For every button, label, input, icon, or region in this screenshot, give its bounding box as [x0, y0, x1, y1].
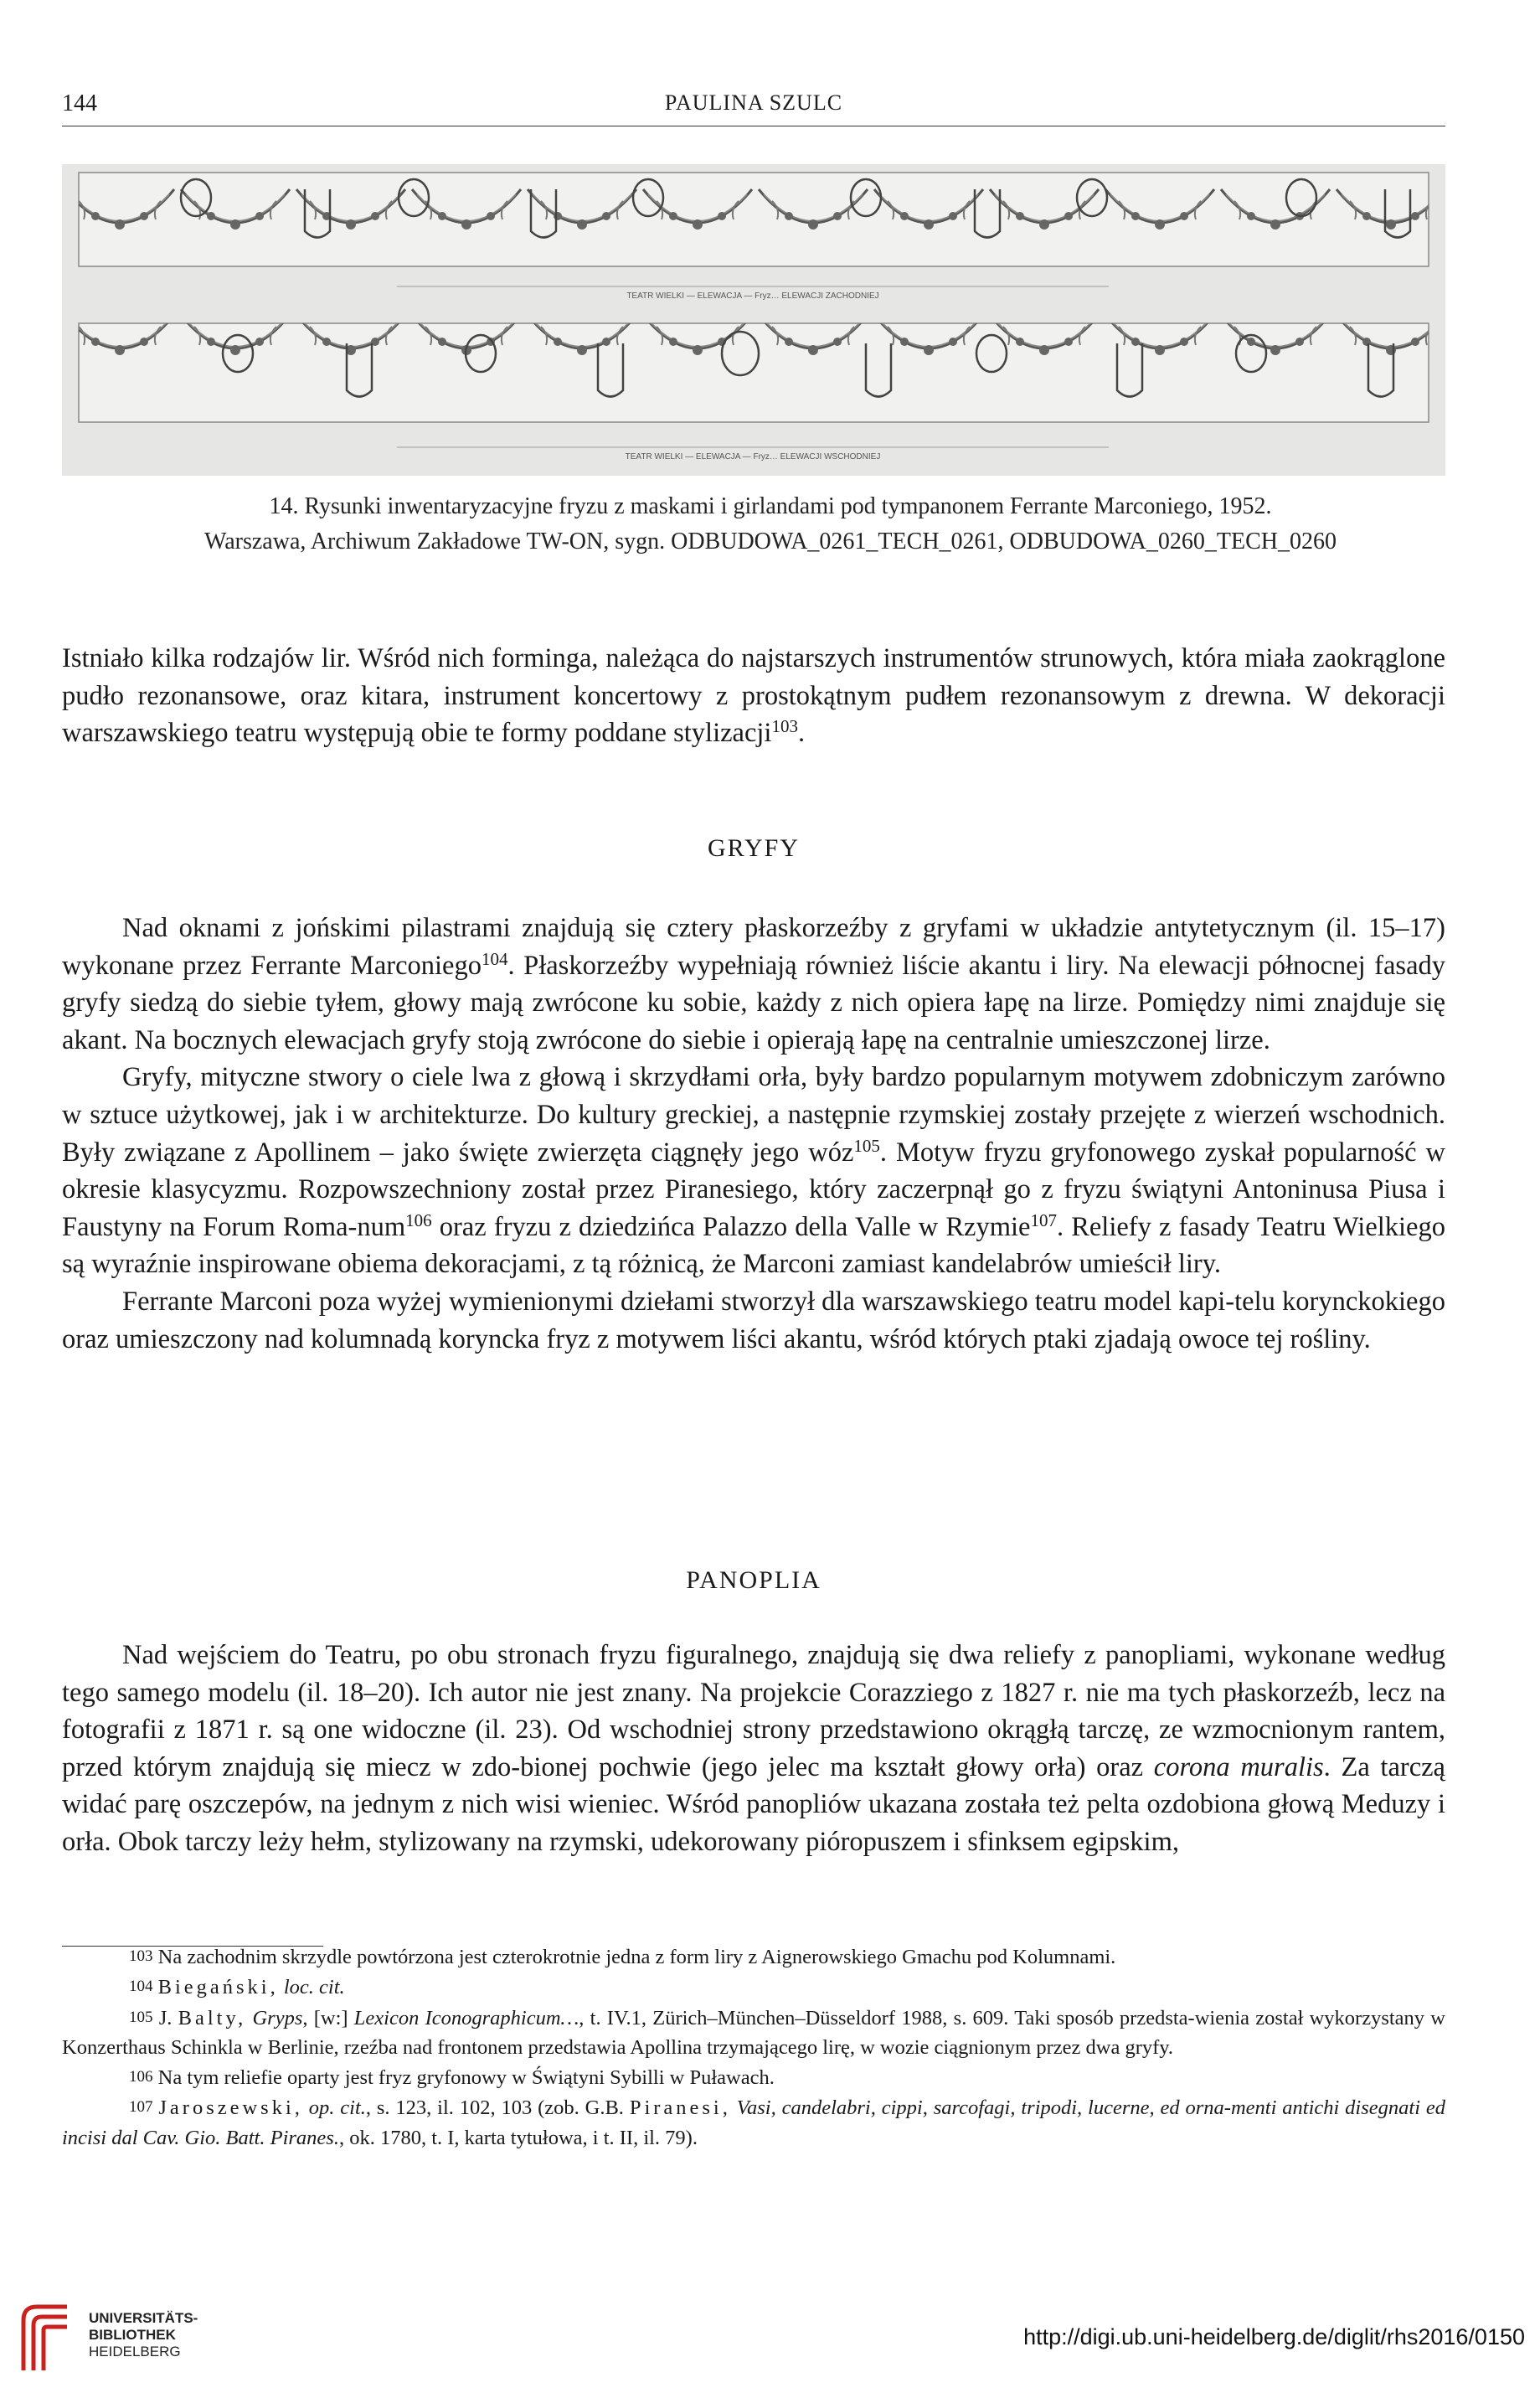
footnote-ref-105: 105: [853, 1135, 880, 1156]
running-header: [62, 87, 1445, 129]
figure-label-bottom: TEATR WIELKI — ELEWACJA — Fryz… ELEWACJI WSCHODNIEJ: [625, 452, 881, 462]
footnote-italic: Vasi, candelabri, cippi, sarcofagi, tripodi, lucerne, ed orna-menti antichi disegnati ed incisi dal Cav. Gio. Batt. Piranes.: [62, 2096, 1445, 2149]
footnote-number: 106: [129, 2068, 153, 2086]
footnote-104: [62, 1972, 1445, 2002]
intro-text: Istniało kilka rodzajów lir. Wśród nich forminga, należąca do najstarszych instrumentów strunowych, która miała zaokrąglone pudło rezonansowe, oraz kitara, instrument koncertowy z prostokątnym pudłem rezonansowym z drewna. W dekoracji warszawskiego teatru występują obie te formy poddane stylizacji: [62, 643, 1445, 749]
panoplia-p1-italic: corona muralis: [1153, 1751, 1324, 1782]
source-url[interactable]: http://digi.ub.uni-heidelberg.de/diglit/rhs2016/0150: [1023, 2324, 1525, 2349]
footnote-text: , s. 123, il. 102, 103 (zob. G.B.: [365, 2096, 630, 2120]
running-head-author: PAULINA SZULC: [664, 90, 843, 115]
footnote-author: Piranesi,: [629, 2096, 731, 2120]
panoplia-p1-text-a: Nad wejściem do Teatru, po obu stronach fryzu figuralnego, znajdują się dwa reliefy z panopliami, wykonane według tego samego modelu (il. 18–20). Ich autor nie jest znany. Na projekcie Corazziego z 1827 r. nie ma tych płaskorzeźb, lecz na fotografii z 1871 r. są one widoczne (il. 23). Od wschodniej strony przedstawiono okrągłą tarczę, ze wzmocnionym rantem, przed którym znajdują się miecz w zdo-bionej pochwie (jego jelec ma kształt głowy orła) oraz: [62, 1640, 1445, 1782]
footnote-ref-104: 104: [481, 948, 508, 969]
footnote-text: , ok. 1780, t. I, karta tytułowa, i t. II, il. 79).: [338, 2126, 698, 2149]
library-logo: [17, 2295, 251, 2379]
footnote-italic: loc. cit.: [283, 1976, 345, 1999]
frieze-drawings-figure: [62, 164, 1445, 476]
gryfy-p2-text-d: . Reliefy z fasady Teatru Wielkiego są wyraźnie inspirowane obiema dekoracjami, z tą różnicą, że Marconi zamiast kandelabrów umieścił liry.: [62, 1211, 1445, 1280]
footnote-author: Jaroszewski,: [158, 2096, 303, 2120]
gryfy-body: [62, 910, 1445, 1358]
footnote-number: 105: [129, 2008, 153, 2026]
gryfy-p1-text-b: . Płaskorzeźby wypełniają również liście akantu i liry. Na elewacji północnej fasady gryfy siedzą do siebie tyłem, głowy mają zwrócone ku sobie, każdy z nich opiera łapę na lirze. Pomiędzy nimi znajduje się akant. Na bocznych elewacjach gryfy stoją zwrócone do siebie i opierają łapę na centralnie umieszczonej lirze.: [62, 950, 1445, 1055]
gryfy-paragraph-1: [62, 910, 1445, 1059]
logo-line-2: BIBLIOTHEK: [89, 2327, 176, 2343]
gryfy-paragraph-3: Ferrante Marconi poza wyżej wymienionymi dziełami stworzył dla warszawskiego teatru model kapi-telu korynckokiego oraz umieszczony nad kolumnadą koryncka fryz z motywem liści akantu, wśród których ptaki zjadają owoce tej rośliny.: [62, 1286, 1445, 1354]
footnote-text: , t. IV.1, Zürich–München–Düsseldorf 1988, s. 609. Taki sposób przedsta-wienia został wykorzystany w Konzerthaus Schinkla w Berlinie, rzeźba nad frontonem przedstawia Apollina trzymającego lirę, w wozie ciągnionym przez dwa gryfy.: [62, 2006, 1445, 2059]
panoplia-p1-text-b: . Za tarczą widać parę oszczepów, na jednym z nich wisi wieniec. Wśród panopliów ukazana została też pelta ozdobiona głową Meduzy i orła. Obok tarczy leży hełm, stylizowany na rzymski, udekorowany pióropuszem i sfinksem egipskim,: [62, 1751, 1445, 1857]
section-heading-gryfy: GRYFY: [707, 834, 801, 862]
logo-line-3: HEIDELBERG: [89, 2344, 181, 2359]
footnote-author: Biegański,: [157, 1976, 279, 1999]
footnote-text: Na zachodnim skrzydle powtórzona jest czterokrotnie jedna z form liry z Aignerowskiego Gmachu pod Kolumnami.: [157, 1946, 1116, 1968]
intro-paragraph: [62, 640, 1445, 752]
footnote-number: 103: [129, 1947, 153, 1965]
footnote-text: , [w:]: [302, 2006, 354, 2029]
footnotes: [62, 1942, 1445, 2153]
intro-tail: .: [797, 718, 806, 749]
gryfy-paragraph-2: [62, 1059, 1445, 1283]
figure-label-top: TEATR WIELKI — ELEWACJA — Fryz… ELEWACJI ZACHODNIEJ: [626, 291, 879, 301]
page-number: 144: [62, 90, 97, 116]
logo-line-1: UNIVERSITÄTS-: [89, 2310, 198, 2326]
footnote-ref-103: 103: [771, 716, 798, 737]
panoplia-body: [62, 1637, 1445, 1861]
footnote-italic: op. cit.: [308, 2096, 366, 2120]
gryfy-p2-text-b: . Motyw fryzu gryfonowego zyskał popularność w okresie klasycyzmu. Rozpowszechniony został przez Piranesiego, który zaczerpnął go z fryzu świątyni Antoninusa Piusa i Faustyny na Forum Roma-num: [62, 1137, 1446, 1242]
gryfy-p1-text-a: Nad oknami z jońskimi pilastrami znajdują się cztery płaskorzeźby z gryfami w układzie antytetycznym (il. 15–17) wykonane przez Ferrante Marconiego: [62, 913, 1445, 981]
footnote-106: [62, 2062, 1445, 2092]
footnote-ref-106: 106: [405, 1209, 432, 1230]
panoplia-paragraph-1: [62, 1637, 1445, 1861]
footnote-italic: Lexicon Iconographicum…: [353, 2006, 579, 2029]
footnote-author: Balty,: [178, 2006, 247, 2029]
footnote-ref-107: 107: [1030, 1209, 1057, 1230]
footnote-107: [62, 2092, 1445, 2153]
footnote-105: [62, 2003, 1445, 2063]
figure-caption: [100, 489, 1440, 560]
caption-line-1: 14. Rysunki inwentaryzacyjne fryzu z maskami i girlandami pod tympanonem Ferrante Marconiego, 1952.: [269, 493, 1272, 519]
frieze-drawing-image: [62, 164, 1445, 476]
footnote-text: J.: [158, 2006, 178, 2029]
footnote-text: Na tym reliefie oparty jest fryz gryfonowy w Świątyni Sybilli w Puławach.: [157, 2066, 775, 2090]
gryfy-p2-text-c: oraz fryzu z dziedzińca Palazzo della Valle w Rzymie: [431, 1211, 1031, 1242]
footnote-italic: Gryps: [252, 2006, 303, 2029]
library-logo-icon: [17, 2295, 84, 2379]
gryfy-p2-text-a: Gryfy, mityczne stwory o ciele lwa z głową i skrzydłami orła, były bardzo popularnym motywem zdobniczym zarówno w sztuce użytkowej, jak i w architekturze. Do kultury greckiej, a następnie rzymskiej zostały przejęte z wierzeń wschodnich. Były związane z Apollinem – jako święte zwierzęta ciągnęły jego wóz: [62, 1062, 1445, 1168]
footnote-number: 104: [129, 1978, 153, 1996]
footnote-number: 107: [129, 2098, 153, 2117]
caption-line-2: Warszawa, Archiwum Zakładowe TW-ON, sygn. ODBUDOWA_0261_TECH_0261, ODBUDOWA_0260_TECH_0260: [204, 529, 1337, 554]
section-heading-panoplia: PANOPLIA: [686, 1566, 822, 1594]
footnote-103: [62, 1942, 1445, 1972]
